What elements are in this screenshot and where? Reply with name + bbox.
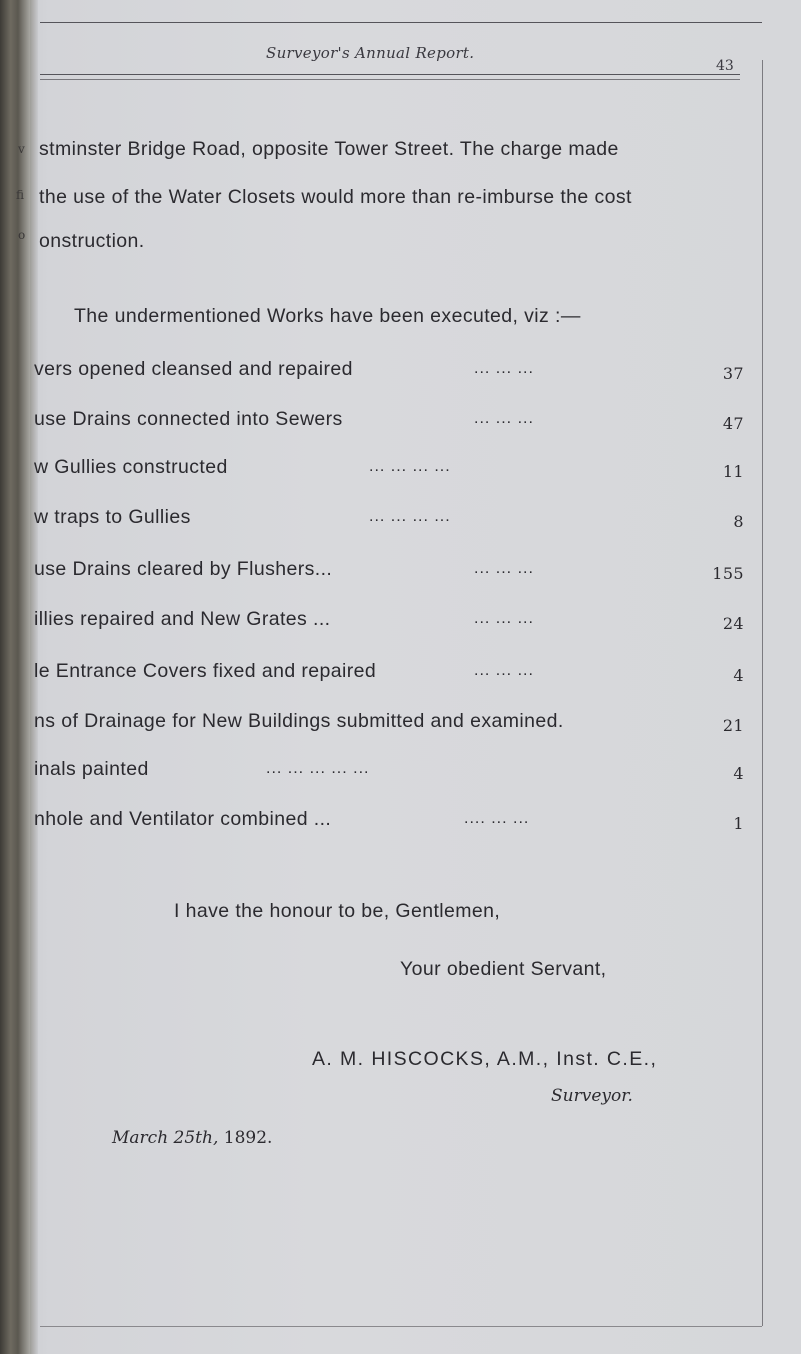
leader-dots: ... ... ... xyxy=(474,560,534,577)
bottom-rule xyxy=(40,1326,762,1327)
work-item-label: nhole and Ventilator combined ... xyxy=(34,808,332,830)
work-item-count: 47 xyxy=(722,414,744,433)
work-item-label: w traps to Gullies xyxy=(34,506,191,528)
work-item-count: 11 xyxy=(722,462,744,481)
work-item-count: 4 xyxy=(733,764,744,783)
date-line xyxy=(112,1128,272,1148)
header-rule xyxy=(40,74,740,75)
work-item-count: 8 xyxy=(733,512,744,531)
work-item-count: 24 xyxy=(722,614,744,633)
work-item xyxy=(34,506,744,536)
running-head: Surveyor's Annual Report. xyxy=(266,44,475,62)
salutation: I have the honour to be, Gentlemen, xyxy=(174,900,501,922)
work-item-count: 37 xyxy=(722,364,744,383)
work-item-count: 4 xyxy=(733,666,744,685)
work-item-label: ns of Drainage for New Buildings submitted and examined. xyxy=(34,710,564,732)
header-rule-secondary xyxy=(40,79,740,80)
work-item xyxy=(34,660,744,690)
work-item xyxy=(34,608,744,638)
leader-dots: ... ... ... xyxy=(474,610,534,627)
work-item xyxy=(34,358,744,388)
gutter-mark: fi xyxy=(16,188,25,202)
work-item-label: le Entrance Covers fixed and repaired xyxy=(34,660,377,682)
signatory-role: Surveyor. xyxy=(551,1086,633,1106)
leader-dots: ... ... ... xyxy=(474,360,534,377)
book-binding xyxy=(0,0,30,1354)
work-item xyxy=(34,558,744,588)
leader-dots: ... ... ... ... xyxy=(369,458,451,475)
work-item-label: use Drains connected into Sewers xyxy=(34,408,343,430)
works-intro: The undermentioned Works have been executed, viz :— xyxy=(74,305,581,327)
work-item xyxy=(34,758,744,788)
gutter-mark: o xyxy=(18,228,26,242)
work-item-count: 155 xyxy=(712,564,744,583)
leader-dots: ... ... ... ... xyxy=(369,508,451,525)
work-item xyxy=(34,808,744,838)
work-item xyxy=(34,710,744,740)
work-item-label: w Gullies constructed xyxy=(34,456,228,478)
work-item-label: illies repaired and New Grates ... xyxy=(34,608,331,630)
body-text-line: stminster Bridge Road, opposite Tower Street. The charge made xyxy=(39,138,619,160)
work-item-label: inals painted xyxy=(34,758,149,780)
leader-dots: ... ... ... xyxy=(474,410,534,427)
work-item-count: 1 xyxy=(733,814,744,833)
date-day: March 25th, xyxy=(112,1128,219,1148)
work-item-label: vers opened cleansed and repaired xyxy=(34,358,353,380)
gutter-mark: v xyxy=(18,142,25,156)
work-item xyxy=(34,456,744,486)
valediction: Your obedient Servant, xyxy=(400,958,607,980)
leader-dots: ... ... ... xyxy=(474,662,534,679)
work-item-label: use Drains cleared by Flushers... xyxy=(34,558,333,580)
page-number: 43 xyxy=(716,58,734,74)
body-text-line: the use of the Water Closets would more than re-imburse the cost xyxy=(39,186,632,208)
work-item xyxy=(34,408,744,438)
work-item-count: 21 xyxy=(722,716,744,735)
leader-dots: .... ... ... xyxy=(464,810,530,827)
date-year: 1892. xyxy=(223,1128,273,1148)
top-rule xyxy=(40,22,762,23)
right-margin-rule xyxy=(762,60,763,1326)
body-text-line: onstruction. xyxy=(39,230,145,252)
leader-dots: ... ... ... ... ... xyxy=(266,760,370,777)
signature: A. M. HISCOCKS, A.M., Inst. C.E., xyxy=(312,1048,658,1070)
